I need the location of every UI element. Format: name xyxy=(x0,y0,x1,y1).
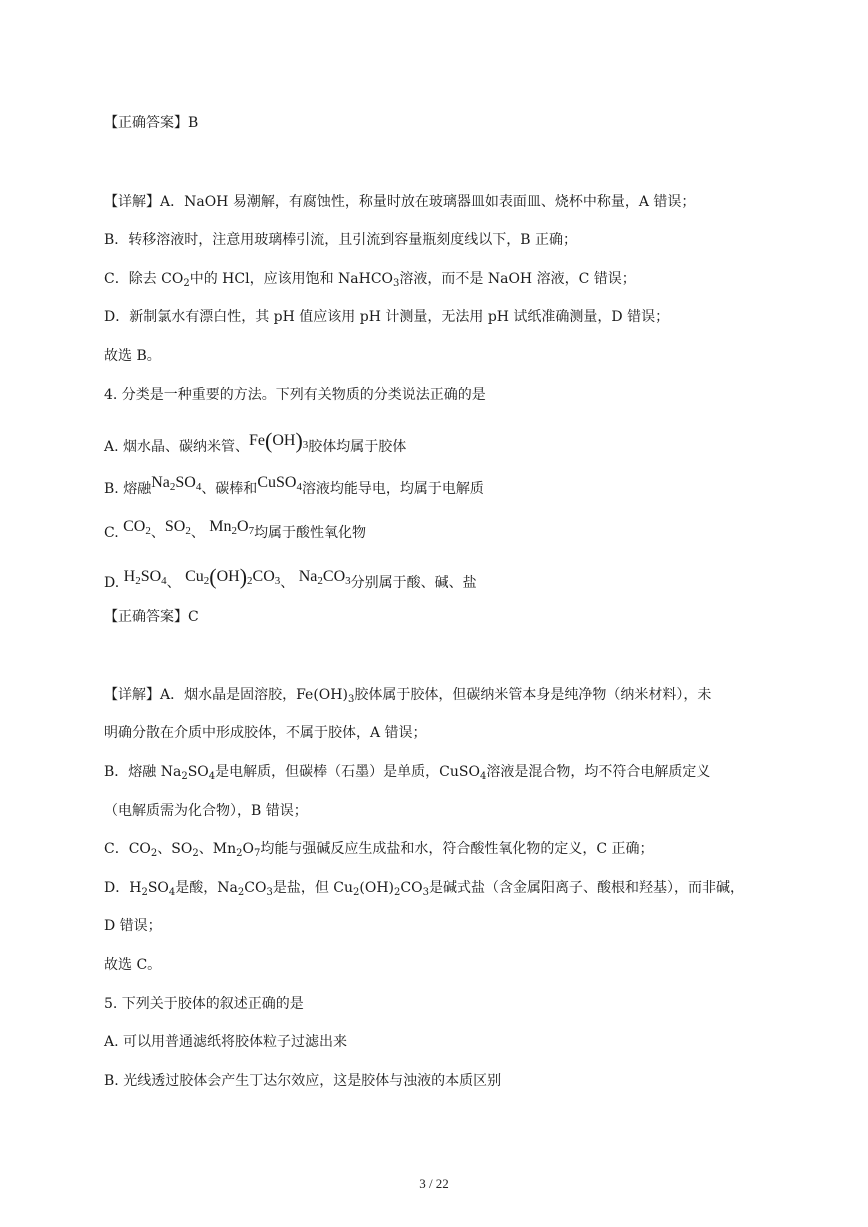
q4-option-d: D. $H_2SO_4$、 $Cu_2(OH)_2CO_3$、 $Na_2CO_3$分别属于酸、碱、盐 xyxy=(104,564,477,591)
q4-detail-a-line2: 明确分散在介质中形成胶体，不属于胶体，A 错误； xyxy=(104,725,427,741)
q4-conclusion: 故选 C。 xyxy=(104,957,162,973)
q5-stem: 5. 下列关于胶体的叙述正确的是 xyxy=(104,996,304,1012)
q5-option-a: A. 可以用普通滤纸将胶体粒子过滤出来 xyxy=(104,1034,348,1050)
q4-stem: 4. 分类是一种重要的方法。下列有关物质的分类说法正确的是 xyxy=(104,387,486,403)
q3-detail-a: 【详解】A．NaOH 易潮解，有腐蚀性，称量时放在玻璃器皿如表面皿、烧杯中称量，A 错误； xyxy=(104,194,696,210)
page-number: 3 / 22 xyxy=(419,1176,449,1191)
q4-detail-d-line1: D．$H_2SO_4$是酸，$Na_2CO_3$是盐，但 $Cu_2(OH)_2CO_3$是碱式盐（含金属阳离子、酸根和羟基），而非碱， xyxy=(104,880,744,898)
q3-conclusion: 故选 B。 xyxy=(104,348,161,364)
q4-detail-a-line1: 【详解】A．烟水晶是固溶胶，$Fe(OH)_3$胶体属于胶体，但碳纳米管本身是纯净物（纳米材料），未 xyxy=(104,687,712,705)
q3-answer: 【正确答案】B xyxy=(104,115,199,131)
q5-option-b: B. 光线透过胶体会产生丁达尔效应，这是胶体与浊液的本质区别 xyxy=(104,1073,502,1089)
q4-option-c: C. $CO_2$、$SO_2$、 $Mn_2O_7$均属于酸性氧化物 xyxy=(104,518,367,541)
q4-detail-b-line2: （电解质需为化合物），B 错误； xyxy=(104,803,308,819)
q3-detail-b: B．转移溶液时，注意用玻璃棒引流，且引流到容量瓶刻度线以下，B 正确； xyxy=(104,232,578,248)
q4-detail-d-line2: D 错误； xyxy=(104,918,162,934)
q3-detail-c: C．除去 $CO_2$中的 HCl，应该用饱和 NaHCO$_3$溶液，而不是 NaOH 溶液，C 错误； xyxy=(104,271,636,289)
q4-detail-c: C．$CO_2$、$SO_2$、$Mn_2O_7$均能与强碱反应生成盐和水，符合酸性氧化物的定义，C 正确； xyxy=(104,841,654,859)
q3-detail-d: D．新制氯水有漂白性，其 pH 值应该用 pH 计测量，无法用 pH 试纸准确测量，D 错误； xyxy=(104,309,670,325)
q4-answer: 【正确答案】C xyxy=(104,609,199,625)
q4-option-b: B. 熔融$Na_2SO_4$、碳棒和CuSO$_4$溶液均能导电，均属于电解质 xyxy=(104,474,484,497)
q4-option-a: A. 烟水晶、碳纳米管、$Fe(OH)_3$胶体均属于胶体 xyxy=(104,428,407,455)
q4-detail-b-line1: B．熔融 $Na_2SO_4$是电解质，但碳棒（石墨）是单质，CuSO$_4$溶液是混合物，均不符合电解质定义 xyxy=(104,764,711,782)
